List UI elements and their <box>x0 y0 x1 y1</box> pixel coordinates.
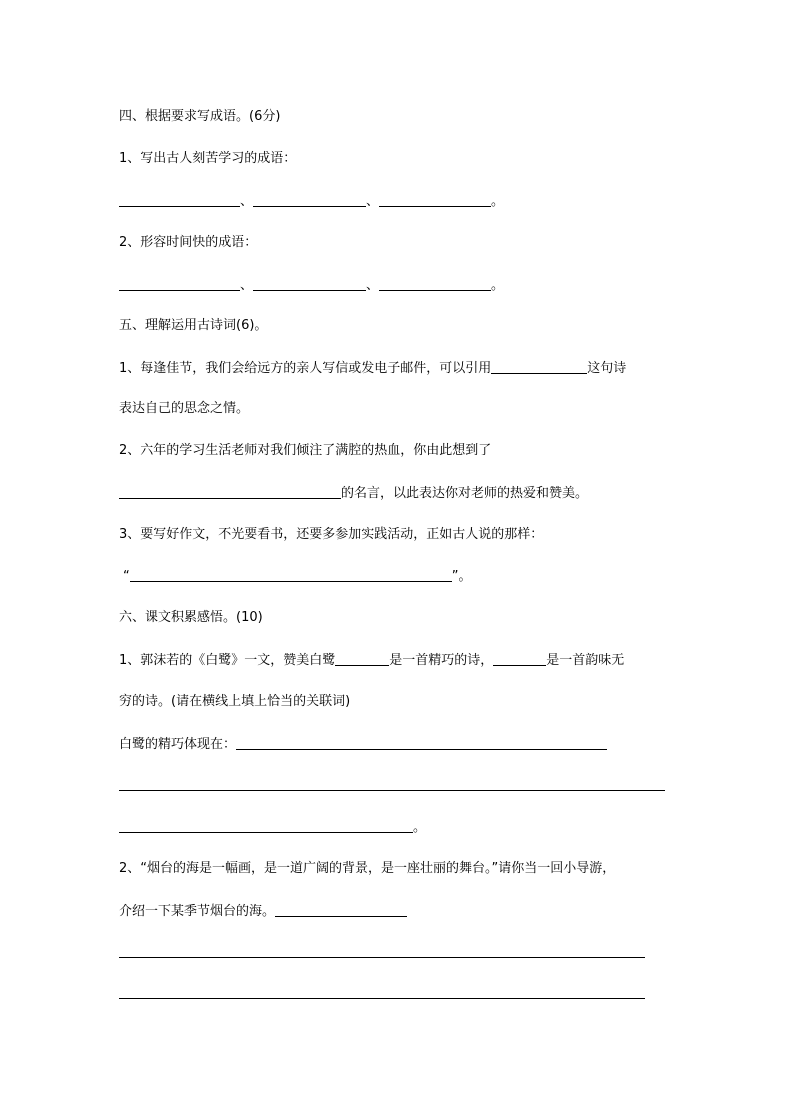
answer-blank[interactable] <box>493 651 546 666</box>
question-text: 这句诗 <box>587 361 627 376</box>
answer-blank[interactable] <box>130 567 452 582</box>
section-6-title: 六、课文积累感悟。(10) <box>119 610 263 625</box>
answer-line[interactable] <box>119 957 645 958</box>
section-6-question-1-line-5 <box>119 818 426 837</box>
section-5-question-2-line-2 <box>119 484 588 503</box>
answer-blank[interactable] <box>253 276 366 291</box>
answer-blank[interactable] <box>379 276 491 291</box>
section-6-question-1-line-1 <box>119 651 624 670</box>
question-text: 介绍一下某季节烟台的海。 <box>119 904 276 919</box>
period: 。 <box>413 820 427 835</box>
section-5-question-3-line-1: 3、要写好作文，不光要看书，还要多参加实践活动，正如古人说的那样： <box>119 527 544 542</box>
section-4-answer-row-2 <box>119 276 504 295</box>
answer-blank[interactable] <box>119 484 341 499</box>
period: 。 <box>491 278 505 293</box>
answer-blank[interactable] <box>119 818 413 833</box>
separator: 、 <box>240 278 254 293</box>
section-6-question-2-line-1: 2、“烟台的海是一幅画，是一道广阔的背景，是一座壮丽的舞台。”请你当一回小导游， <box>119 861 616 876</box>
answer-blank[interactable] <box>379 192 491 207</box>
section-6-question-1-line-3 <box>119 735 607 754</box>
answer-blank[interactable] <box>253 192 366 207</box>
answer-blank[interactable] <box>236 735 607 750</box>
question-text: 1、每逢佳节，我们会给远方的亲人写信或发电子邮件，可以引用 <box>119 361 492 376</box>
answer-blank[interactable] <box>491 359 587 374</box>
answer-blank[interactable] <box>119 276 240 291</box>
answer-line[interactable] <box>119 998 645 999</box>
question-text: 是一首韵味无 <box>546 653 625 668</box>
answer-blank[interactable] <box>275 902 407 917</box>
section-4-title: 四、根据要求写成语。(6分) <box>119 109 281 124</box>
section-6-question-1-line-2: 穷的诗。(请在横线上填上恰当的关联词) <box>119 694 351 709</box>
section-5-question-2-line-1: 2、六年的学习生活老师对我们倾注了满腔的热血，你由此想到了 <box>119 443 492 458</box>
section-5-question-1-line-2: 表达自己的思念之情。 <box>119 401 250 416</box>
answer-blank[interactable] <box>119 192 240 207</box>
section-5-question-1-line-1 <box>119 359 626 378</box>
section-5-title: 五、理解运用古诗词(6)。 <box>119 318 268 333</box>
section-6-question-2-line-2 <box>119 902 407 921</box>
question-text: 1、郭沫若的《白鹭》一文，赞美白鹭 <box>119 653 336 668</box>
answer-line[interactable] <box>119 790 665 791</box>
section-4-question-2: 2、形容时间快的成语： <box>119 235 258 250</box>
section-5-question-3-line-2 <box>123 567 472 586</box>
section-4-question-1: 1、写出古人刻苦学习的成语： <box>119 151 297 166</box>
question-text: 白鹭的精巧体现在： <box>119 737 237 752</box>
answer-blank[interactable] <box>335 651 389 666</box>
open-quote: “ <box>123 569 130 584</box>
question-text: 的名言，以此表达你对老师的热爱和赞美。 <box>341 486 589 501</box>
separator: 、 <box>366 194 380 209</box>
period: 。 <box>491 194 505 209</box>
close-quote: ”。 <box>451 569 472 584</box>
separator: 、 <box>366 278 380 293</box>
section-4-answer-row-1 <box>119 192 504 211</box>
question-text: 是一首精巧的诗， <box>389 653 494 668</box>
separator: 、 <box>240 194 254 209</box>
